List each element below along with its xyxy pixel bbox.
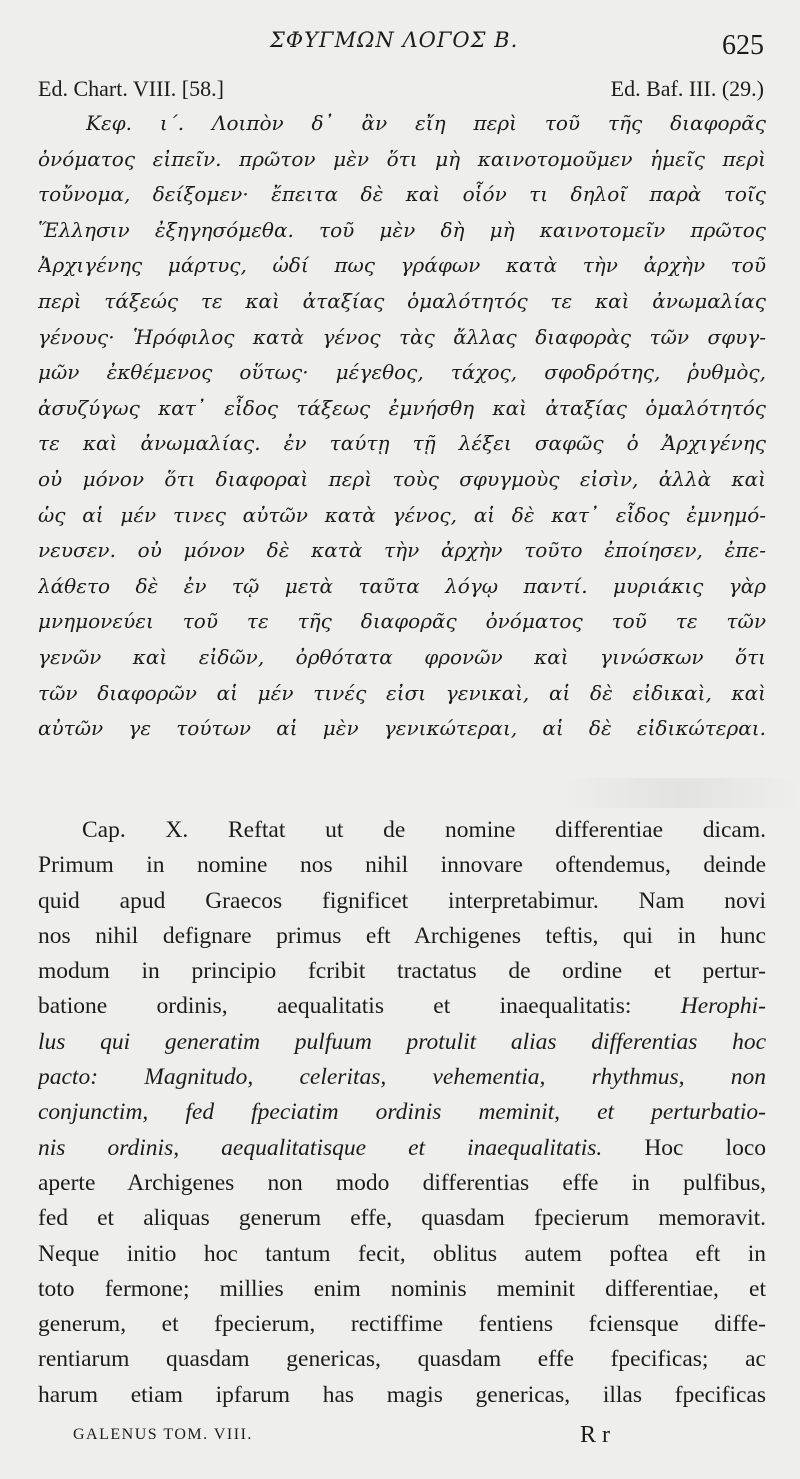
latin-italic-segment: lus qui generatim pulfuum protulit alias differentias hoc — [38, 1028, 766, 1055]
greek-text-line: μνημονεύει τοῦ τε τῆς διαφορᾶς ὀνόματος τοῦ τε τῶν — [38, 609, 766, 634]
latin-text-line — [38, 954, 766, 989]
greek-text-line: τε καὶ ἀνωμαλίας. ἐν ταύτῃ τῇ λέξει σαφῶς ὁ Ἀρχιγένης — [38, 431, 766, 456]
latin-text-line — [38, 1342, 766, 1377]
greek-text-line: ὡς αἱ μέν τινες αὐτῶν κατὰ γένος, αἱ δὲ κατ᾽ εἶδος ἐμνημό- — [38, 502, 766, 527]
latin-roman-segment: Neque initio hoc tantum fecit, oblitus autem poftea eft in — [38, 1240, 766, 1267]
latin-text-line — [38, 1095, 766, 1130]
latin-roman-segment: modum in principio fcribit tractatus de ordine et pertur- — [38, 958, 766, 985]
greek-text-line: νευσεν. οὐ μόνον δὲ κατὰ τὴν ἀρχὴν τοῦτο ἐποίησεν, ἐπε- — [38, 538, 766, 563]
latin-roman-segment: toto fermone; millies enim nominis meminit differentiae, et — [38, 1275, 766, 1302]
latin-text-line — [38, 989, 766, 1024]
latin-text-line — [38, 813, 766, 848]
latin-text-line — [38, 1060, 766, 1095]
latin-text-line — [38, 1201, 766, 1236]
latin-text-line — [38, 1307, 766, 1342]
latin-italic-segment: pacto: Magnitudo, celeritas, vehementia, rhythmus, non — [38, 1064, 766, 1091]
greek-text-line: λάθετο δὲ ἐν τῷ μετὰ ταῦτα λόγῳ παντί. μυριάκις γὰρ — [38, 573, 766, 598]
greek-text-line: μῶν ἐκθέμενος οὕτως· μέγεθος, τάχος, σφοδρότης, ῥυθμὸς, — [38, 360, 766, 385]
latin-italic-segment: Herophi- — [680, 993, 766, 1020]
greek-text-line: αὐτῶν γε τούτων αἱ μὲν γενικώτεραι, αἱ δὲ εἰδικώτεραι. — [38, 716, 766, 741]
running-title: ΣΦΥΓΜΩΝ ΛΟΓΟΣ Β. — [270, 28, 519, 52]
greek-text-block — [38, 106, 766, 747]
latin-text-line — [38, 848, 766, 883]
running-head — [0, 24, 800, 64]
greek-text-line: οὐ μόνον ὅτι διαφοραὶ περὶ τοὺς σφυγμοὺς εἰσὶν, ἀλλὰ καὶ — [38, 466, 766, 491]
greek-text-line: ἀσυζύγως κατ᾽ εἶδος τάξεως ἐμνήσθη καὶ ἀταξίας ὁμαλότητός — [38, 395, 766, 420]
latin-roman-segment: rentiarum quasdam genericas, quasdam effe fpecificas; ac — [38, 1346, 766, 1373]
edition-references — [0, 76, 800, 106]
latin-text-block — [38, 813, 766, 1413]
latin-roman-segment: aperte Archigenes non modo differentias effe in pulfibus, — [38, 1169, 766, 1196]
latin-text-line — [38, 1025, 766, 1060]
latin-roman-segment: batione ordinis, aequalitatis et inaequalitatis: — [38, 993, 681, 1020]
latin-roman-segment: quid apud Graecos fignificet interpretabimur. Nam novi — [38, 887, 766, 914]
latin-text-line — [38, 1131, 766, 1166]
latin-roman-segment: generum, et fpecierum, rectiffime fentiens fciensque diffe- — [38, 1311, 766, 1338]
latin-text-line — [38, 884, 766, 919]
greek-text-line: τῶν διαφορῶν αἱ μέν τινές εἰσι γενικαὶ, αἱ δὲ εἰδικαὶ, καὶ — [38, 680, 766, 705]
greek-text-line: Ἕλλησιν ἐξηγησόμεθα. τοῦ μὲν δὴ μὴ καινοτομεῖν πρῶτος — [38, 217, 766, 242]
volume-signature: GALENUS TOM. VIII. — [73, 1426, 253, 1443]
greek-text-line: περὶ τάξεώς τε καὶ ἀταξίας ὁμαλότητός τε καὶ ἀνωμαλίας — [38, 288, 766, 313]
latin-italic-segment: nis ordinis, aequalitatisque et inaequalitatis. — [38, 1134, 603, 1161]
latin-roman-segment: nos nihil defignare primus eft Archigenes teftis, qui in hunc — [38, 922, 766, 949]
greek-text-line: Κεφ. ι΄. Λοιπὸν δ᾽ ἂν εἴη περὶ τοῦ τῆς διαφορᾶς — [86, 111, 766, 135]
greek-text-line: γενῶν καὶ εἰδῶν, ὀρθότατα φρονῶν καὶ γινώσκων ὅτι — [38, 644, 766, 669]
page-number: 625 — [722, 30, 764, 61]
latin-roman-segment: Primum in nomine nos nihil innovare oftendemus, deinde — [38, 852, 766, 879]
edition-basel-reference: Ed. Baf. III. (29.) — [610, 76, 764, 101]
latin-italic-segment: conjunctim, fed fpeciatim ordinis meminit, et perturbatio- — [38, 1099, 766, 1126]
greek-text-line: Ἀρχιγένης μάρτυς, ὡδί πως γράφων κατὰ τὴν ἀρχὴν τοῦ — [38, 253, 766, 278]
greek-text-line: ὀνόματος εἰπεῖν. πρῶτον μὲν ὅτι μὴ καινοτομοῦμεν ἡμεῖς περὶ — [38, 146, 766, 171]
edition-chartier-reference: Ed. Chart. VIII. [58.] — [38, 76, 224, 101]
latin-roman-segment: Cap. X. Reftat ut de nomine differentiae dicam. — [82, 817, 766, 843]
greek-text-line: τοὔνομα, δείξομεν· ἔπειτα δὲ καὶ οἷόν τι δηλοῖ παρὰ τοῖς — [38, 182, 766, 207]
greek-text-line: γένους· Ἡρόφιλος κατὰ γένος τὰς ἄλλας διαφορὰς τῶν σφυγ- — [38, 324, 766, 349]
latin-text-line — [38, 1272, 766, 1307]
page-footer — [0, 1422, 800, 1452]
latin-roman-segment: Hoc loco — [602, 1134, 766, 1161]
latin-roman-segment: fed et aliquas generum effe, quasdam fpecierum memoravit. — [38, 1205, 766, 1232]
latin-text-line — [38, 1237, 766, 1272]
latin-roman-segment: harum etiam ipfarum has magis genericas, illas fpecificas — [38, 1381, 766, 1408]
latin-text-line — [38, 1166, 766, 1201]
show-through-shadow — [560, 778, 800, 808]
latin-text-line — [38, 1378, 766, 1413]
gathering-signature: R r — [580, 1422, 610, 1448]
latin-text-line — [38, 919, 766, 954]
